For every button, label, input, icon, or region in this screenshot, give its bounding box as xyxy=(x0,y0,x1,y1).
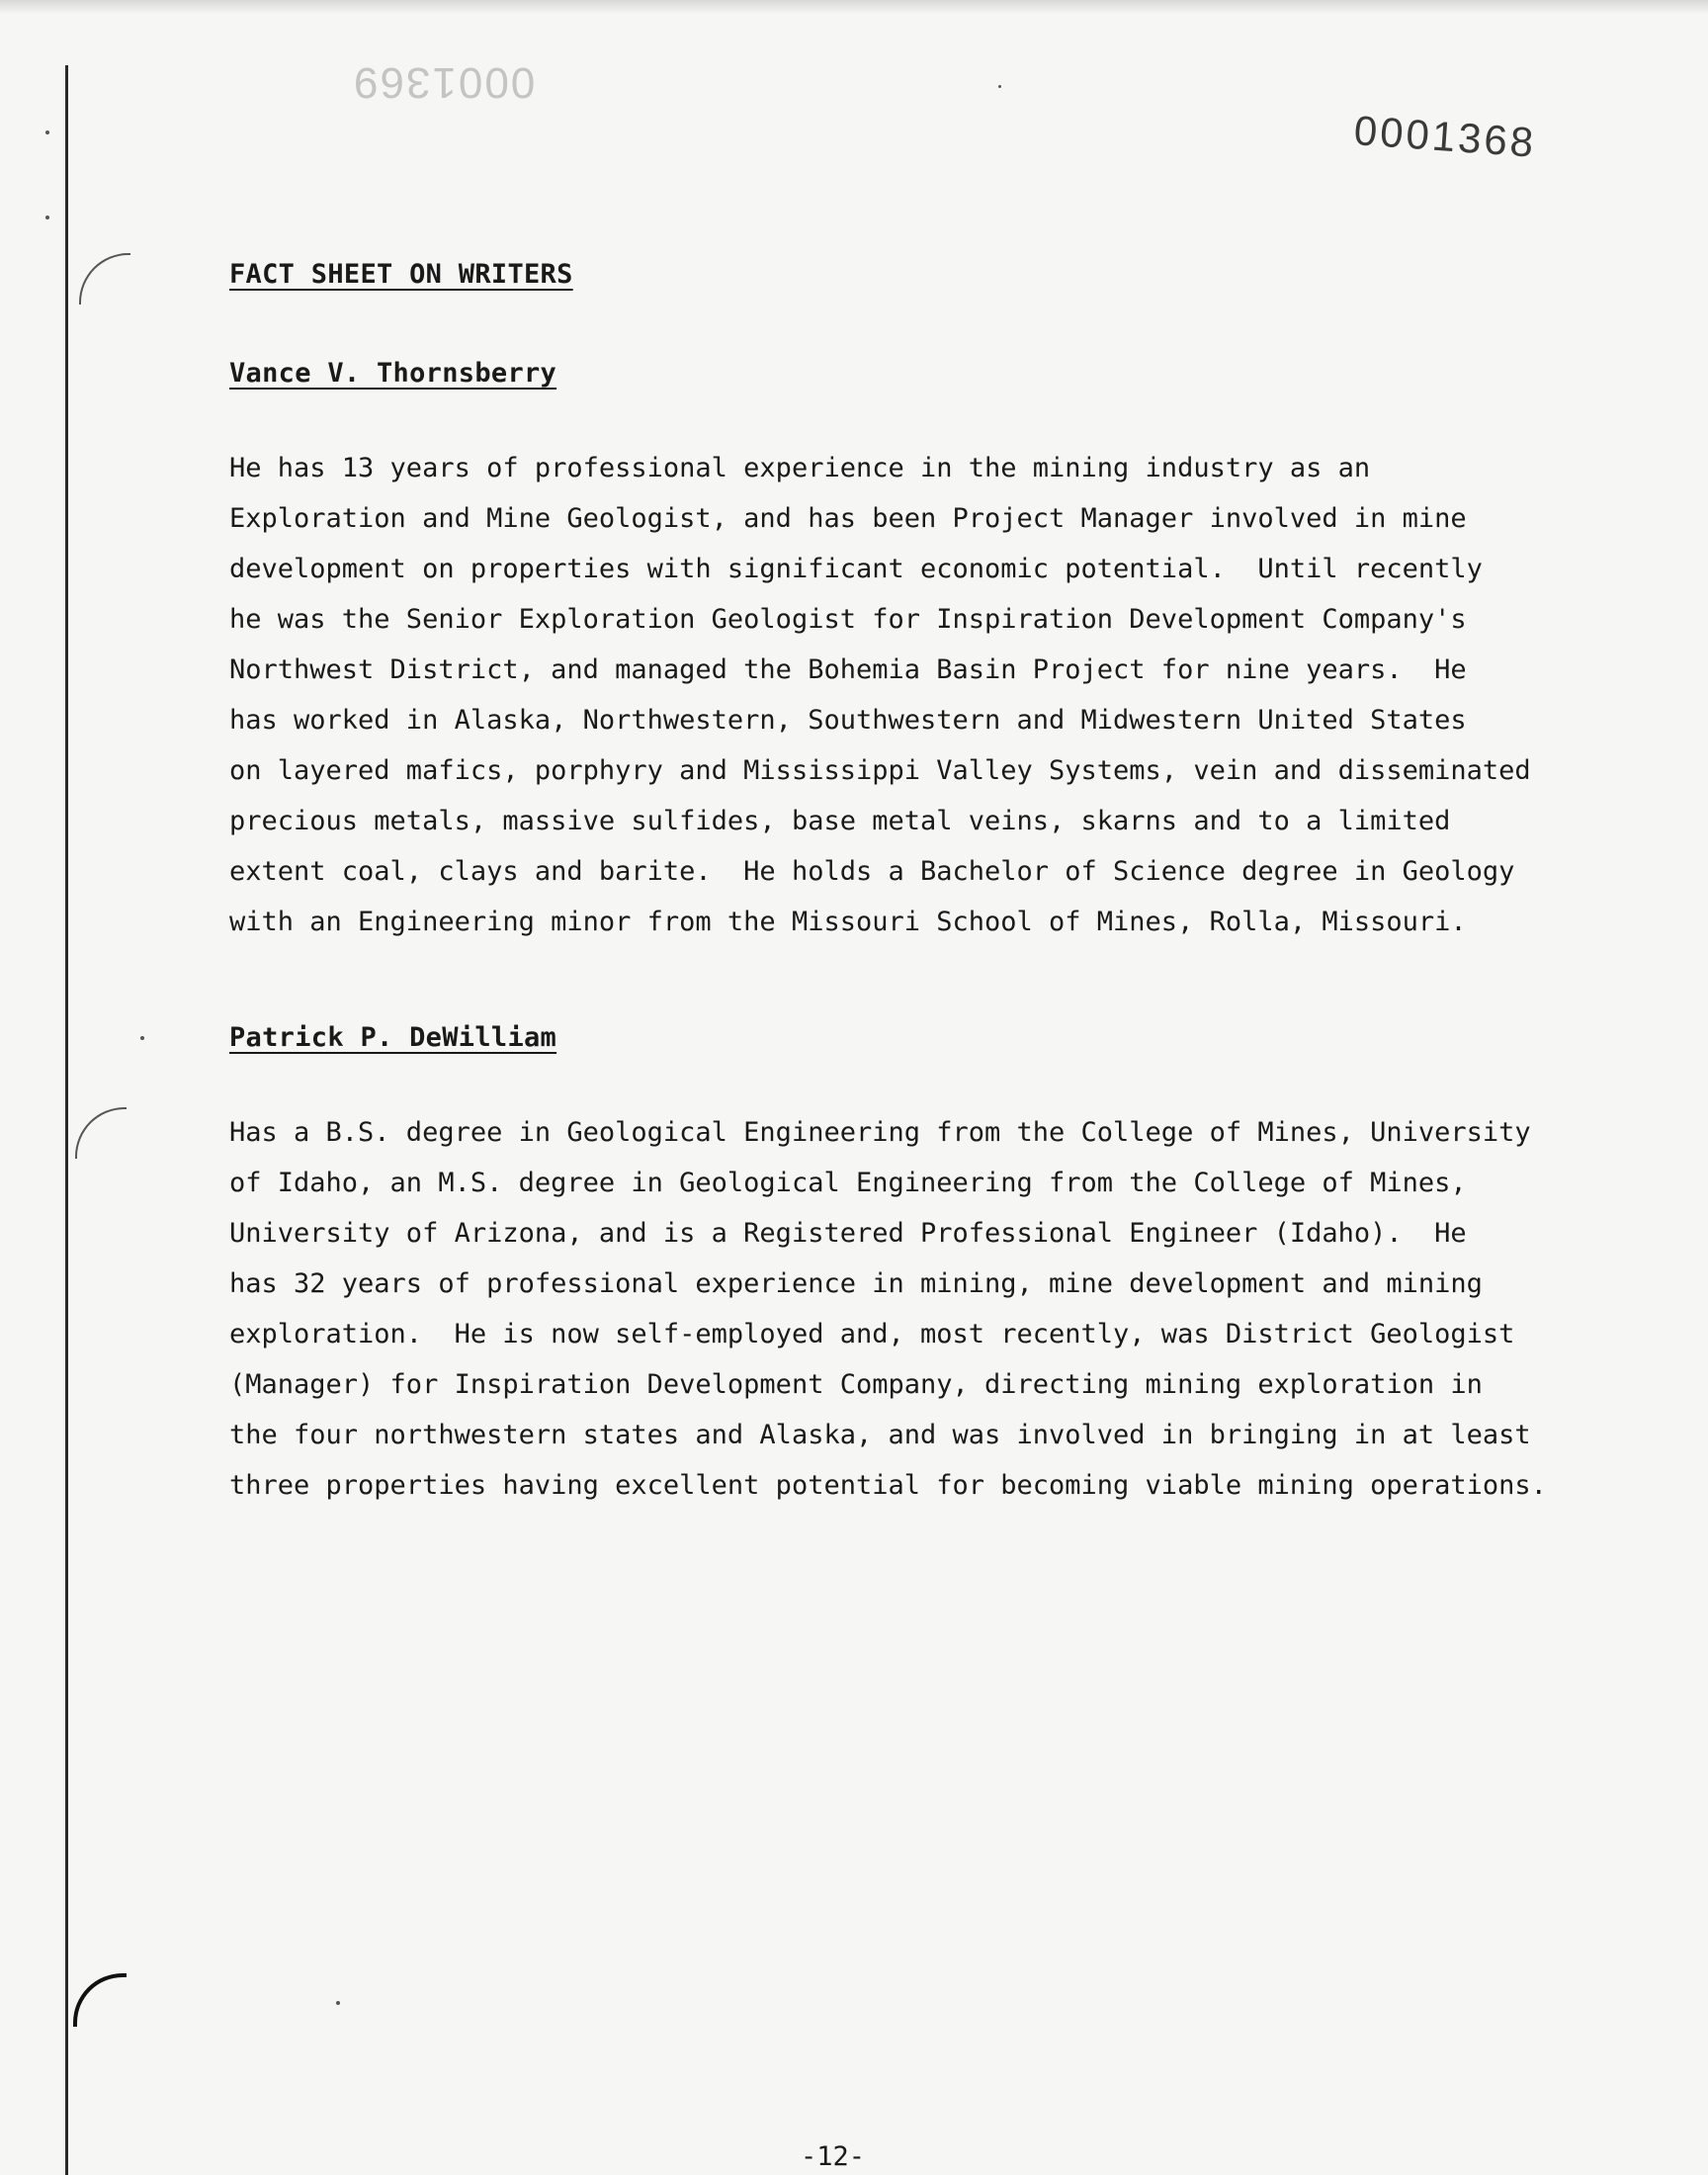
document-title: FACT SHEET ON WRITERS xyxy=(229,259,573,290)
bio-line: exploration. He is now self-employed and, most recently, was District Geologist xyxy=(229,1319,1515,1349)
left-margin-rule xyxy=(65,65,68,2175)
bio-line: Northwest District, and managed the Bohemia Basin Project for nine years. He xyxy=(229,654,1467,685)
bio-line: the four northwestern states and Alaska, and was involved in bringing in at least xyxy=(229,1420,1531,1450)
scan-speck xyxy=(336,2001,340,2005)
bio-line: three properties having excellent potential for becoming viable mining operations. xyxy=(229,1470,1547,1501)
scan-speck xyxy=(998,85,1001,88)
bio-line: extent coal, clays and barite. He holds a Bachelor of Science degree in Geology xyxy=(229,856,1515,887)
writer-bio xyxy=(229,443,1633,947)
punch-hole-mark-middle xyxy=(75,1107,127,1159)
scan-speck xyxy=(140,1036,144,1040)
writer-bio xyxy=(229,1107,1633,1511)
bio-line: has worked in Alaska, Northwestern, Southwestern and Midwestern United States xyxy=(229,705,1467,736)
bio-line: development on properties with significant economic potential. Until recently xyxy=(229,554,1483,584)
page-number: -12- xyxy=(801,2141,866,2172)
writer-section-thornsberry xyxy=(229,358,1633,947)
bio-line: he was the Senior Exploration Geologist for Inspiration Development Company's xyxy=(229,604,1467,635)
bio-line: (Manager) for Inspiration Development Company, directing mining exploration in xyxy=(229,1369,1483,1400)
scan-top-edge xyxy=(0,0,1708,14)
document-content xyxy=(229,259,1633,1511)
faint-stamp-number: 0001369 xyxy=(352,58,536,107)
document-stamp-number: 0001368 xyxy=(1352,107,1538,166)
bio-line: of Idaho, an M.S. degree in Geological Engineering from the College of Mines, xyxy=(229,1168,1467,1198)
punch-hole-mark-top xyxy=(79,253,130,304)
writer-name: Vance V. Thornsberry xyxy=(229,358,557,389)
writer-name: Patrick P. DeWilliam xyxy=(229,1022,557,1053)
bio-line: University of Arizona, and is a Registered Professional Engineer (Idaho). He xyxy=(229,1218,1467,1249)
bio-line: precious metals, massive sulfides, base metal veins, skarns and to a limited xyxy=(229,806,1451,836)
bio-line: on layered mafics, porphyry and Mississippi Valley Systems, vein and disseminated xyxy=(229,755,1531,786)
bio-line: with an Engineering minor from the Missouri School of Mines, Rolla, Missouri. xyxy=(229,907,1467,937)
bio-line: Exploration and Mine Geologist, and has been Project Manager involved in mine xyxy=(229,503,1467,534)
scan-speck xyxy=(45,130,49,134)
writer-section-dewilliam xyxy=(229,1022,1633,1511)
bio-line: He has 13 years of professional experience in the mining industry as an xyxy=(229,453,1371,483)
punch-hole-mark-bottom xyxy=(73,1973,127,2027)
bio-line: Has a B.S. degree in Geological Engineering from the College of Mines, University xyxy=(229,1117,1531,1148)
scan-speck xyxy=(45,216,49,219)
bio-line: has 32 years of professional experience in mining, mine development and mining xyxy=(229,1268,1483,1299)
